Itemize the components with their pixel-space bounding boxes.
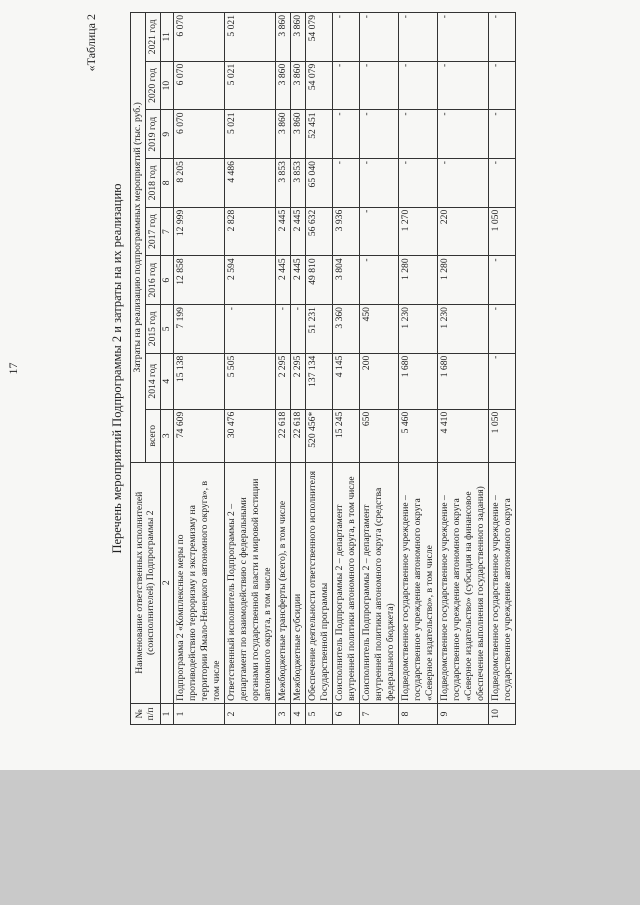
row-year-value: - — [359, 110, 398, 159]
column-index-cell: 6 — [160, 256, 173, 305]
row-year-value: - — [332, 110, 359, 159]
column-index-cell: 1 — [160, 703, 173, 724]
row-year-value: 220 — [437, 207, 488, 256]
row-year-value: 65 040 — [305, 159, 332, 208]
column-index-cell: 9 — [160, 110, 173, 159]
row-year-value: - — [332, 159, 359, 208]
row-name: Подведомственное государственное учреждение – государственное учреждение автономного округа «Северное издательство», в том числе — [398, 462, 437, 703]
row-year-value: - — [332, 61, 359, 110]
row-year-value: 1 280 — [398, 256, 437, 305]
row-total: 1 050 — [488, 409, 515, 462]
row-year-value: 200 — [359, 353, 398, 409]
header-num: № п/п — [131, 703, 161, 724]
row-year-value: - — [398, 61, 437, 110]
header-year: 2017 год — [145, 207, 160, 256]
row-year-value: 3 360 — [332, 305, 359, 354]
row-name: Обеспечение деятельности ответственного исполнителя Государственной программы — [305, 462, 332, 703]
row-year-value: - — [275, 305, 290, 354]
column-index-cell: 8 — [160, 159, 173, 208]
row-year-value: 56 632 — [305, 207, 332, 256]
row-year-value: 4 486 — [224, 159, 275, 208]
row-name: Подведомственное государственное учреждение – государственное учреждение автономного округа «Северное издательство» (субсидия на финансовое обеспечение выполнения государственного задания) — [437, 462, 488, 703]
row-year-value: 3 860 — [275, 13, 290, 62]
row-name: Подпрограмма 2 «Комплексные меры по противодействию терроризму и экстремизму на территории Ямало-Ненецкого автономного округа», в том числе — [173, 462, 224, 703]
table-row — [305, 13, 332, 725]
table-title: Перечень мероприятий Подпрограммы 2 и затраты на их реализацию — [110, 183, 124, 554]
row-number: 6 — [332, 703, 359, 724]
row-year-value: 1 280 — [437, 256, 488, 305]
header-year: 2019 год — [145, 110, 160, 159]
row-year-value: 2 295 — [275, 353, 290, 409]
table-row — [488, 13, 515, 725]
page-number: 17 — [6, 362, 20, 375]
row-year-value: 3 804 — [332, 256, 359, 305]
row-year-value: 6 070 — [173, 13, 224, 62]
row-year-value: 3 860 — [275, 110, 290, 159]
row-year-value: - — [437, 13, 488, 62]
row-year-value: 2 445 — [275, 207, 290, 256]
row-year-value: 4 145 — [332, 353, 359, 409]
row-year-value: 52 451 — [305, 110, 332, 159]
table-row — [173, 13, 224, 725]
header-costs: Затраты на реализацию подпрограммных мероприятий (тыс. руб.) — [131, 13, 146, 463]
row-year-value: - — [488, 256, 515, 305]
row-year-value: - — [488, 61, 515, 110]
row-year-value: - — [437, 159, 488, 208]
row-year-value: 12 858 — [173, 256, 224, 305]
row-year-value: 3 853 — [275, 159, 290, 208]
row-total: 520 456* — [305, 409, 332, 462]
column-index-cell: 10 — [160, 61, 173, 110]
row-total: 30 476 — [224, 409, 275, 462]
row-total: 22 618 — [290, 409, 305, 462]
row-year-value: - — [488, 305, 515, 354]
row-year-value: 5 021 — [224, 13, 275, 62]
row-year-value: - — [398, 110, 437, 159]
row-year-value: - — [437, 61, 488, 110]
row-year-value: 54 079 — [305, 61, 332, 110]
row-total: 74 609 — [173, 409, 224, 462]
row-year-value: 3 860 — [290, 110, 305, 159]
row-year-value: 2 295 — [290, 353, 305, 409]
table-row — [359, 13, 398, 725]
header-total: всего — [145, 409, 160, 462]
column-index-cell: 3 — [160, 409, 173, 462]
row-number: 4 — [290, 703, 305, 724]
row-year-value: 2 445 — [290, 207, 305, 256]
row-year-value: - — [332, 13, 359, 62]
row-number: 5 — [305, 703, 332, 724]
row-year-value: - — [488, 110, 515, 159]
row-year-value: - — [488, 159, 515, 208]
costs-table — [130, 12, 516, 725]
row-year-value: 2 445 — [290, 256, 305, 305]
row-year-value: 51 231 — [305, 305, 332, 354]
row-year-value: 5 021 — [224, 110, 275, 159]
row-year-value: 12 999 — [173, 207, 224, 256]
row-year-value: 54 079 — [305, 13, 332, 62]
header-year: 2020 год — [145, 61, 160, 110]
row-year-value: 1 680 — [398, 353, 437, 409]
row-year-value: - — [437, 110, 488, 159]
row-year-value: 5 505 — [224, 353, 275, 409]
row-number: 1 — [173, 703, 224, 724]
row-year-value: 5 021 — [224, 61, 275, 110]
row-year-value: 2 594 — [224, 256, 275, 305]
column-index-cell: 4 — [160, 353, 173, 409]
row-total: 5 460 — [398, 409, 437, 462]
row-year-value: 2 828 — [224, 207, 275, 256]
row-total: 650 — [359, 409, 398, 462]
row-year-value: 6 070 — [173, 61, 224, 110]
row-year-value: - — [488, 353, 515, 409]
row-year-value: - — [224, 305, 275, 354]
row-year-value: - — [398, 159, 437, 208]
row-number: 10 — [488, 703, 515, 724]
table-row — [224, 13, 275, 725]
row-year-value: 3 860 — [275, 61, 290, 110]
row-year-value: - — [359, 159, 398, 208]
row-total: 22 618 — [275, 409, 290, 462]
header-year: 2016 год — [145, 256, 160, 305]
row-year-value: 3 860 — [290, 13, 305, 62]
row-total: 15 245 — [332, 409, 359, 462]
row-number: 7 — [359, 703, 398, 724]
row-name: Ответственный исполнитель Подпрограммы 2 – департамент по взаимодействию с федеральными органами государственной власти и мировой юстиции автономного округа, в том числе — [224, 462, 275, 703]
row-year-value: 1 050 — [488, 207, 515, 256]
table-row — [275, 13, 290, 725]
row-year-value: - — [359, 207, 398, 256]
header-year: 2018 год — [145, 159, 160, 208]
row-year-value: - — [359, 13, 398, 62]
column-index-cell: 2 — [160, 462, 173, 703]
row-year-value: 1 230 — [398, 305, 437, 354]
column-index-cell: 7 — [160, 207, 173, 256]
row-number: 2 — [224, 703, 275, 724]
row-name: Межбюджетные трансферты (всего), в том числе — [275, 462, 290, 703]
row-number: 3 — [275, 703, 290, 724]
table-row — [290, 13, 305, 725]
row-year-value: 450 — [359, 305, 398, 354]
row-name: Межбюджетные субсидии — [290, 462, 305, 703]
row-name: Соисполнитель Подпрограммы 2 – департамент внутренней политики автономного округа, в том числе — [332, 462, 359, 703]
row-year-value: 3 853 — [290, 159, 305, 208]
row-year-value: 1 680 — [437, 353, 488, 409]
row-year-value: 1 230 — [437, 305, 488, 354]
column-index-cell: 11 — [160, 13, 173, 62]
row-year-value: 137 134 — [305, 353, 332, 409]
header-year: 2021 год — [145, 13, 160, 62]
row-number: 9 — [437, 703, 488, 724]
table-row — [332, 13, 359, 725]
header-name: Наименование ответственных исполнителей (соисполнителей) Подпрограммы 2 — [131, 462, 161, 703]
row-year-value: - — [488, 13, 515, 62]
row-year-value: 3 936 — [332, 207, 359, 256]
row-year-value: 7 199 — [173, 305, 224, 354]
row-year-value: 49 810 — [305, 256, 332, 305]
table-row — [398, 13, 437, 725]
row-year-value: 2 445 — [275, 256, 290, 305]
row-year-value: 6 070 — [173, 110, 224, 159]
row-number: 8 — [398, 703, 437, 724]
row-year-value: - — [398, 13, 437, 62]
row-year-value: - — [359, 61, 398, 110]
table-row — [437, 13, 488, 725]
header-year: 2015 год — [145, 305, 160, 354]
table-label: «Таблица 2 — [84, 14, 98, 72]
row-year-value: 3 860 — [290, 61, 305, 110]
header-year: 2014 год — [145, 353, 160, 409]
row-total: 4 410 — [437, 409, 488, 462]
row-year-value: - — [290, 305, 305, 354]
row-year-value: 8 205 — [173, 159, 224, 208]
row-name: Соисполнитель Подпрограммы 2 – департамент внутренней политики автономного округа (средства федерального бюджета) — [359, 462, 398, 703]
column-index-cell: 5 — [160, 305, 173, 354]
row-name: Подведомственное государственное учреждение – государственное учреждение автономного округа — [488, 462, 515, 703]
row-year-value: 1 270 — [398, 207, 437, 256]
row-year-value: 15 138 — [173, 353, 224, 409]
row-year-value: - — [359, 256, 398, 305]
